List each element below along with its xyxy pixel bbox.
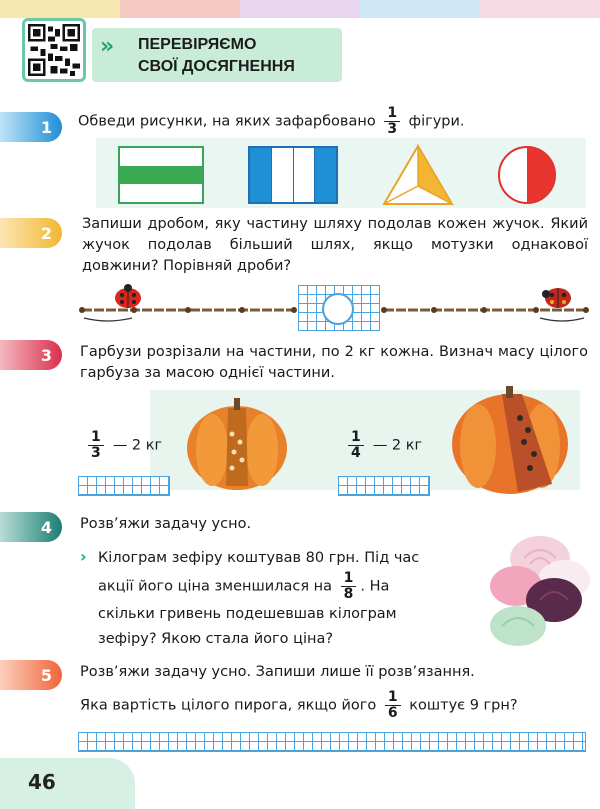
ladybug-icon xyxy=(115,284,141,308)
right-fraction-label: $\frac{1}{4}$ — 2 кг xyxy=(344,430,422,461)
task-4-number-tab: 4 xyxy=(0,512,62,542)
right-answer-grid[interactable] xyxy=(338,476,430,496)
task-2-text: Запиши дробом, яку частину шляху подолав кожен жучок. Який жучок подолав більший шлях, якщо мотузки однакової довжини? Порівняй дроби? xyxy=(82,216,588,274)
task-3-text: Гарбузи розрізали на частини, по 2 кг кожна. Визнач масу цілого гарбуза за масою однієї частини. xyxy=(80,344,588,381)
pumpkin-cut-thirds-image xyxy=(182,394,292,494)
beetle-icon xyxy=(542,288,571,308)
task-1-text: Обведи рисунки, на яких зафарбовано $\frac{1}{3}$ фігури. xyxy=(78,105,465,137)
marshmallows-image xyxy=(484,528,594,652)
task-3-number-tab: 3 xyxy=(0,340,62,370)
left-rope-with-ladybug xyxy=(78,282,298,328)
task-5-number-tab: 5 xyxy=(0,660,62,690)
page-number: 46 xyxy=(28,770,56,794)
compare-circle[interactable] xyxy=(322,293,354,325)
qr-code-icon[interactable] xyxy=(22,18,86,82)
pumpkin-cut-quarters-image xyxy=(448,384,574,498)
rect-horizontal-thirds-shape[interactable] xyxy=(118,146,204,204)
right-rope-with-beetle xyxy=(380,282,590,328)
page-title: ПЕРЕВІРЯЄМО СВОЇ ДОСЯГНЕННЯ xyxy=(138,36,295,75)
left-answer-grid[interactable] xyxy=(78,476,170,496)
page-footer-tab xyxy=(0,758,135,809)
left-fraction-label: $\frac{1}{3}$ — 2 кг xyxy=(84,430,162,461)
triangle-thirds-shape[interactable] xyxy=(380,142,456,208)
task-5-answer-grid[interactable] xyxy=(78,732,586,752)
fraction-one-third: $\frac{1}{3}$ xyxy=(384,106,400,137)
task-5-text: Розв’яжи задачу усно. Запиши лише її розв’язання. xyxy=(80,664,475,680)
task-1-number-tab: 1 xyxy=(0,112,62,142)
bullet-chevron-icon: › xyxy=(80,547,87,566)
chevron-icon: » xyxy=(100,34,111,59)
rect-vertical-quarters-shape[interactable] xyxy=(248,146,338,204)
task-2-number-tab: 2 xyxy=(0,218,62,248)
top-color-strip xyxy=(0,0,600,18)
task-4-subproblem: Кілограм зефіру коштував 80 грн. Під час акції його ціна зменшилася на $\frac{1}{8}$ . На скільки гривень подешевшав кілограм зефіру? Якою стала його ціна? xyxy=(98,550,420,647)
circle-half-shape[interactable] xyxy=(496,144,558,206)
task-5-question: Яка вартість цілого пирога, якщо його $\frac{1}{6}$ коштує 9 грн? xyxy=(80,689,518,721)
task-4-text: Розв’яжи задачу усно. xyxy=(80,516,252,532)
